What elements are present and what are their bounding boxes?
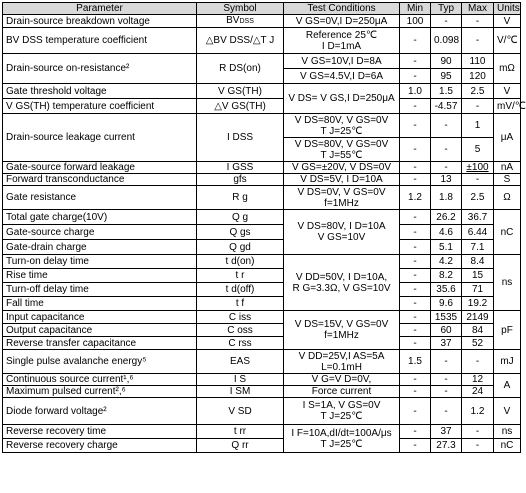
unit-cell: mV/℃	[494, 99, 521, 114]
typ-cell: 37	[431, 425, 462, 439]
typ-cell: 4.2	[431, 255, 462, 269]
min-cell: -	[400, 337, 431, 350]
symbol-cell: C iss	[197, 311, 284, 324]
unit-cell: nC	[494, 210, 521, 255]
typ-cell: -	[431, 114, 462, 138]
max-cell: -	[462, 439, 494, 453]
condition-line: R G=3.3Ω, V GS=10V	[292, 282, 391, 294]
unit-cell: ns	[494, 255, 521, 311]
table-row	[3, 240, 521, 255]
max-cell: 8.4	[462, 255, 494, 269]
condition-cell: V GS=±20V, V DS=0V	[284, 162, 400, 174]
symbol-cell: t f	[197, 297, 284, 311]
table-row	[3, 283, 521, 297]
table-row	[3, 439, 521, 453]
typ-cell: 8.2	[431, 269, 462, 283]
param-cell: BV DSS temperature coefficient	[3, 28, 197, 54]
condition-cell: V GS=10V,I D=8A	[284, 54, 400, 69]
min-cell: -	[400, 174, 431, 186]
condition-line: f=1MHz	[324, 330, 359, 341]
table-row	[3, 210, 521, 225]
param-cell: Input capacitance	[3, 311, 197, 324]
table-row	[3, 15, 521, 28]
unit-cell: ns	[494, 425, 521, 439]
typ-cell: 1.8	[431, 186, 462, 210]
table-row	[3, 324, 521, 337]
unit-cell: nA	[494, 162, 521, 174]
table-row	[3, 114, 521, 138]
table-row	[3, 162, 521, 174]
symbol-cell: I S	[197, 374, 284, 386]
param-cell: Drain-source breakdown voltage	[3, 15, 197, 28]
table-row	[3, 54, 521, 69]
typ-cell: 5.1	[431, 240, 462, 255]
typ-cell: 27.3	[431, 439, 462, 453]
table-row	[3, 398, 521, 425]
symbol-cell: V GS(TH)	[197, 84, 284, 99]
max-cell: 36.7	[462, 210, 494, 225]
condition-cell: V DS=5V, I D=10A	[284, 174, 400, 186]
param-cell: Output capacitance	[3, 324, 197, 337]
min-cell: -	[400, 162, 431, 174]
param-cell: Maximum pulsed current²,⁶	[3, 386, 197, 398]
min-cell: -	[400, 210, 431, 225]
max-cell: 71	[462, 283, 494, 297]
condition-cell	[284, 398, 400, 425]
unit-cell: pF	[494, 311, 521, 350]
table-row	[3, 337, 521, 350]
unit-cell: V	[494, 84, 521, 99]
param-cell: Total gate charge(10V)	[3, 210, 197, 225]
condition-cell: V DS= V GS,I D=250μA	[284, 84, 400, 114]
max-cell: 12	[462, 374, 494, 386]
symbol-cell: I DSS	[197, 114, 284, 162]
table-row	[3, 386, 521, 398]
table-row	[3, 174, 521, 186]
table-row	[3, 297, 521, 311]
unit-cell: A	[494, 374, 521, 398]
max-cell: 2149	[462, 311, 494, 324]
condition-cell: V GS=4.5V,I D=6A	[284, 69, 400, 84]
param-cell: Gate-source charge	[3, 225, 197, 240]
condition-line: T J=25℃	[320, 438, 363, 450]
table-row	[3, 186, 521, 210]
condition-cell	[284, 114, 400, 138]
symbol-subscript: DSS	[239, 18, 254, 25]
typ-cell: 1535	[431, 311, 462, 324]
header-symbol: Symbol	[197, 3, 284, 15]
symbol-cell: t r	[197, 269, 284, 283]
param-cell: Turn-off delay time	[3, 283, 197, 297]
max-cell: 1	[462, 114, 494, 138]
min-cell: -	[400, 398, 431, 425]
header-parameter: Parameter	[3, 3, 197, 15]
table-row	[3, 374, 521, 386]
min-cell: -	[400, 386, 431, 398]
condition-line: V DS=15V, V GS=0V	[294, 319, 389, 330]
typ-cell: 9.6	[431, 297, 462, 311]
param-cell: Drain-source leakage current	[3, 114, 197, 162]
typ-cell: 90	[431, 54, 462, 69]
unit-cell: V/℃	[494, 28, 521, 54]
symbol-cell: R g	[197, 186, 284, 210]
typ-cell: -	[431, 374, 462, 386]
symbol-cell: gfs	[197, 174, 284, 186]
symbol-cell: EAS	[197, 350, 284, 374]
param-cell: Reverse recovery charge	[3, 439, 197, 453]
condition-cell: Force current	[284, 386, 400, 398]
symbol-cell: V SD	[197, 398, 284, 425]
condition-cell	[284, 138, 400, 162]
symbol-cell: Q g	[197, 210, 284, 225]
condition-cell: V GS=0V,I D=250μA	[284, 15, 400, 28]
min-cell: 1.5	[400, 350, 431, 374]
symbol-cell	[197, 15, 284, 28]
typ-cell: -	[431, 138, 462, 162]
header-units: Units	[494, 3, 521, 15]
param-cell: Single pulse avalanche energy⁵	[3, 350, 197, 374]
min-cell: -	[400, 324, 431, 337]
symbol-cell: t rr	[197, 425, 284, 439]
symbol-cell: Q rr	[197, 439, 284, 453]
param-cell: Gate-source forward leakage	[3, 162, 197, 174]
min-cell: -	[400, 69, 431, 84]
condition-line: V DS=80V, V GS=0V	[294, 138, 389, 150]
min-cell: -	[400, 138, 431, 162]
param-cell: Drain-source on-resistance²	[3, 54, 197, 84]
condition-line: V DS=80V, I D=10A	[297, 221, 386, 232]
header-min: Min	[400, 3, 431, 15]
param-cell: Forward transconductance	[3, 174, 197, 186]
min-cell: -	[400, 28, 431, 54]
symbol-cell: △V GS(TH)	[197, 99, 284, 114]
symbol-cell: Q gd	[197, 240, 284, 255]
max-cell: 7.1	[462, 240, 494, 255]
min-cell: -	[400, 425, 431, 439]
min-cell: -	[400, 297, 431, 311]
typ-cell: -	[431, 398, 462, 425]
max-cell: 6.44	[462, 225, 494, 240]
header-typ: Typ	[431, 3, 462, 15]
typ-cell: 95	[431, 69, 462, 84]
header-max: Max	[462, 3, 494, 15]
typ-cell: -	[431, 162, 462, 174]
condition-line: V DS=80V, V GS=0V	[294, 114, 389, 126]
table-row	[3, 84, 521, 99]
typ-cell: 35.6	[431, 283, 462, 297]
unit-cell: V	[494, 15, 521, 28]
condition-cell	[284, 210, 400, 255]
condition-cell: V G=V D=0V,	[284, 374, 400, 386]
max-cell: 15	[462, 269, 494, 283]
max-cell: -	[462, 28, 494, 54]
min-cell: -	[400, 439, 431, 453]
param-cell: Gate threshold voltage	[3, 84, 197, 99]
max-cell: -	[462, 425, 494, 439]
typ-cell: 13	[431, 174, 462, 186]
min-cell: -	[400, 283, 431, 297]
condition-line: f=1MHz	[324, 197, 359, 209]
header-test-conditions: Test Conditions	[284, 3, 400, 15]
condition-cell	[284, 28, 400, 54]
max-cell: 120	[462, 69, 494, 84]
table-row	[3, 225, 521, 240]
min-cell: 100	[400, 15, 431, 28]
table-row	[3, 255, 521, 269]
typ-cell: -	[431, 350, 462, 374]
param-cell: Reverse transfer capacitance	[3, 337, 197, 350]
typ-cell: -	[431, 386, 462, 398]
unit-cell: mJ	[494, 350, 521, 374]
condition-line: L=0.1mH	[321, 361, 362, 373]
condition-line: I D=1mA	[321, 40, 362, 52]
typ-cell: 37	[431, 337, 462, 350]
condition-line: T J=25℃	[320, 411, 363, 422]
symbol-cell: t d(on)	[197, 255, 284, 269]
symbol-text: BV	[226, 15, 240, 26]
symbol-cell: C oss	[197, 324, 284, 337]
param-cell: Gate-drain charge	[3, 240, 197, 255]
min-cell: 1.0	[400, 84, 431, 99]
condition-cell	[284, 350, 400, 374]
max-cell: -	[462, 15, 494, 28]
symbol-cell: t d(off)	[197, 283, 284, 297]
min-cell: -	[400, 225, 431, 240]
unit-cell: nC	[494, 439, 521, 453]
max-cell: 19.2	[462, 297, 494, 311]
max-cell: 2.5	[462, 84, 494, 99]
condition-line: I S=1A, V GS=0V	[302, 400, 381, 411]
max-cell: -	[462, 350, 494, 374]
param-cell: Fall time	[3, 297, 197, 311]
min-cell: -	[400, 240, 431, 255]
param-cell: Gate resistance	[3, 186, 197, 210]
max-cell: -	[462, 174, 494, 186]
condition-line: V DD=50V, I D=10A,	[295, 271, 388, 283]
table-row	[3, 269, 521, 283]
max-cell: 1.2	[462, 398, 494, 425]
condition-line: Reference 25℃	[305, 29, 378, 41]
symbol-cell: I GSS	[197, 162, 284, 174]
condition-cell	[284, 425, 400, 453]
symbol-cell: C rss	[197, 337, 284, 350]
param-cell: V GS(TH) temperature coefficient	[3, 99, 197, 114]
symbol-cell: R DS(on)	[197, 54, 284, 84]
unit-cell: μA	[494, 114, 521, 162]
param-cell: Diode forward voltage²	[3, 398, 197, 425]
table-row	[3, 350, 521, 374]
condition-line: I F=10A,dI/dt=100A/μs	[291, 427, 392, 439]
min-cell: -	[400, 269, 431, 283]
typ-cell: 1.5	[431, 84, 462, 99]
typ-cell: 26.2	[431, 210, 462, 225]
condition-cell	[284, 311, 400, 350]
header-row	[3, 3, 521, 15]
max-cell: -	[462, 99, 494, 114]
min-cell: -	[400, 114, 431, 138]
unit-cell: Ω	[494, 186, 521, 210]
param-cell: Rise time	[3, 269, 197, 283]
min-cell: 1.2	[400, 186, 431, 210]
table-row	[3, 99, 521, 114]
param-cell: Reverse recovery time	[3, 425, 197, 439]
condition-line: V DS=0V, V GS=0V	[297, 186, 386, 198]
param-cell: Continuous source current¹,⁶	[3, 374, 197, 386]
max-cell: 24	[462, 386, 494, 398]
typ-cell: 0.098	[431, 28, 462, 54]
condition-cell	[284, 186, 400, 210]
min-cell: -	[400, 99, 431, 114]
typ-cell: 4.6	[431, 225, 462, 240]
unit-cell: S	[494, 174, 521, 186]
condition-line: T J=25℃	[320, 125, 363, 137]
condition-line: V DD=25V,I AS=5A	[298, 350, 385, 362]
min-cell: -	[400, 54, 431, 69]
unit-cell: mΩ	[494, 54, 521, 84]
symbol-cell: △BV DSS/△T J	[197, 28, 284, 54]
table-row	[3, 425, 521, 439]
min-cell: -	[400, 311, 431, 324]
symbol-cell: Q gs	[197, 225, 284, 240]
unit-cell: V	[494, 398, 521, 425]
min-cell: -	[400, 255, 431, 269]
max-cell: 2.5	[462, 186, 494, 210]
param-cell: Turn-on delay time	[3, 255, 197, 269]
typ-cell: -4.57	[431, 99, 462, 114]
condition-line: V GS=10V	[317, 232, 366, 243]
typ-cell: 60	[431, 324, 462, 337]
condition-line: T J=55℃	[320, 149, 363, 161]
max-cell: 84	[462, 324, 494, 337]
symbol-cell: I SM	[197, 386, 284, 398]
condition-cell	[284, 255, 400, 311]
max-cell: 5	[462, 138, 494, 162]
min-cell: -	[400, 374, 431, 386]
max-cell: ±100	[462, 162, 494, 174]
table-row	[3, 311, 521, 324]
max-cell: 52	[462, 337, 494, 350]
table-row	[3, 28, 521, 54]
max-cell: 110	[462, 54, 494, 69]
electrical-characteristics-table	[2, 2, 526, 453]
typ-cell: -	[431, 15, 462, 28]
